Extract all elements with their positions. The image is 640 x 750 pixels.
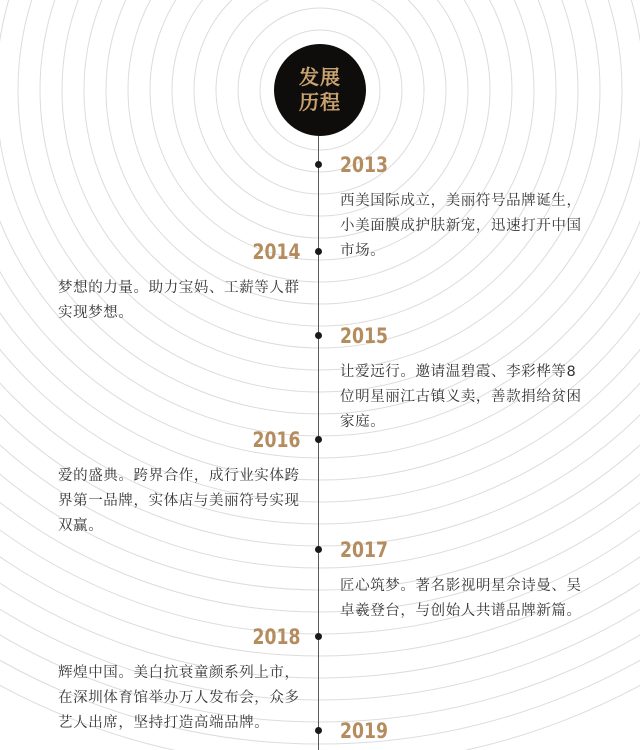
timeline-year: 2015 [340,324,388,348]
history-badge [274,44,366,136]
timeline-year: 2016 [252,428,300,452]
timeline-dot [315,248,322,255]
timeline-description: 匠心筑梦。著名影视明星佘诗曼、吴卓羲登台，与创始人共谱品牌新篇。 [340,578,582,619]
timeline-year: 2018 [252,625,300,649]
timeline-dot [315,727,322,734]
timeline-year: 2017 [340,538,388,562]
timeline-dot [315,436,322,443]
timeline-description: 梦想的力量。助力宝妈、工薪等人群实现梦想。 [58,280,300,321]
timeline-year: 2013 [340,153,388,177]
timeline-year: 2014 [252,240,300,264]
timeline-description: 爱的盛典。跨界合作，成行业实体跨界第一品牌，实体店与美丽符号实现双赢。 [58,468,300,534]
timeline-description: 让爱远行。邀请温碧霞、李彩桦等8位明星丽江古镇义卖，善款捐给贫困家庭。 [340,364,582,430]
timeline-axis [318,136,319,750]
timeline-dot [315,633,322,640]
timeline-description: 西美国际成立，美丽符号品牌诞生，小美面膜成护肤新宠，迅速打开中国市场。 [340,193,582,259]
timeline-year: 2019 [340,719,388,743]
badge-title-line2: 历程 [299,90,341,114]
timeline-description: 辉煌中国。美白抗衰童颜系列上市，在深圳体育馆举办万人发布会，众多艺人出席，坚持打造高端品牌。 [58,665,300,731]
timeline-dot [315,332,322,339]
timeline-dot [315,546,322,553]
badge-title-line1: 发展 [299,65,341,89]
timeline-dot [315,161,322,168]
